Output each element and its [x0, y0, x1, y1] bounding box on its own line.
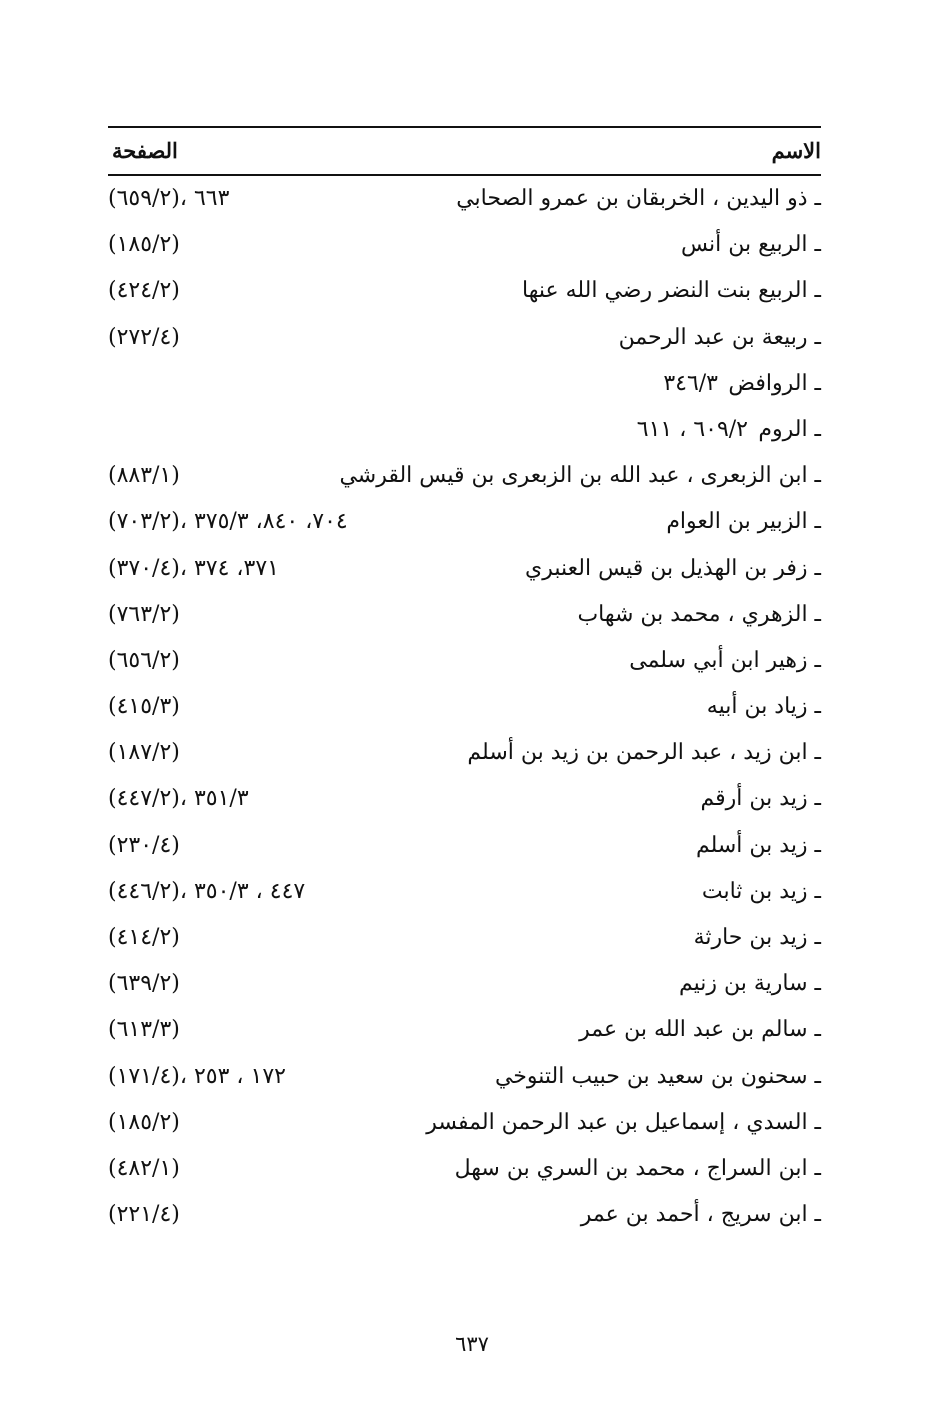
entry-name: ـ زهير ابن أبي سلمى — [629, 647, 821, 673]
entry-page-ref: (٤٨٢/١) — [108, 1155, 180, 1181]
index-entry — [108, 1007, 821, 1053]
entry-name: ـ زفر بن الهذيل بن قيس العنبري — [525, 555, 821, 581]
entry-name: ـ زياد بن أبيه — [706, 694, 821, 720]
index-entry — [108, 453, 821, 499]
entry-page-ref: (٨٨٣/١) — [108, 463, 180, 489]
page-column-header: الصفحة — [112, 138, 178, 163]
entry-page-ref: (٣٧٠/٤)، ٣٧١، ٣٧٤ — [108, 555, 279, 581]
entry-page-ref: (١٨٥/٢) — [108, 1109, 180, 1135]
index-page — [108, 126, 821, 1238]
entry-page-ref: (٢٣٠/٤) — [108, 832, 180, 858]
entry-name: ـ الزهري ، محمد بن شهاب — [577, 601, 821, 627]
entry-name: ـ سحنون بن سعيد بن حبيب التنوخي — [494, 1063, 821, 1089]
index-entry — [108, 361, 821, 407]
index-entry — [108, 1192, 821, 1238]
entry-page-ref: (٢٧٢/٤) — [108, 324, 180, 350]
entry-name: ـ ابن زيد ، عبد الرحمن بن زيد بن أسلم — [467, 740, 821, 766]
entry-name: ـ زيد بن حارثة — [693, 925, 821, 950]
index-entry — [108, 315, 821, 361]
index-entry — [108, 499, 821, 545]
entry-name: ـ زيد بن أرقم — [700, 786, 821, 812]
entry-page-ref: ٣٤٦/٣ — [663, 370, 718, 396]
index-entry — [108, 1146, 821, 1192]
index-entry — [108, 222, 821, 268]
entry-name: ـ السدي ، إسماعيل بن عبد الرحمن المفسر — [426, 1109, 821, 1135]
entry-page-ref: (٤١٥/٣) — [108, 694, 180, 720]
entry-name: ـ ربيعة بن عبد الرحمن — [618, 324, 821, 350]
index-entry — [108, 407, 821, 453]
entry-name: ـ الربيع بن أنس — [680, 232, 821, 258]
entry-name: ـ ابن سريج ، أحمد بن عمر — [580, 1202, 821, 1228]
index-entry — [108, 176, 821, 222]
entry-page-ref: (٦٥٦/٢) — [108, 647, 180, 673]
page-number: ٦٣٧ — [455, 1332, 489, 1356]
entry-page-ref: (١٧١/٤)، ١٧٢ ، ٢٥٣ — [108, 1063, 286, 1089]
entry-page-ref: (١٨٥/٢) — [108, 232, 180, 258]
entry-name: ـ ذو اليدين ، الخربقان بن عمرو الصحابي — [456, 186, 821, 211]
index-entry — [108, 1100, 821, 1146]
entry-page-ref: (٢٢١/٤) — [108, 1202, 180, 1228]
entry-page-ref: (٦٥٩/٢)، ٦٦٣ — [108, 186, 230, 211]
entry-name: ـ زيد بن أسلم — [695, 832, 821, 858]
entry-page-ref: (٤٤٧/٢)، ٣٥١/٣ — [108, 786, 249, 812]
entry-page-ref: (١٨٧/٢) — [108, 740, 180, 766]
name-column-header: الاسم — [771, 138, 821, 163]
entry-name: ـ الربيع بنت النضر رضي الله عنها — [521, 278, 821, 304]
entry-page-ref: (٦١٣/٣) — [108, 1017, 180, 1043]
index-entry — [108, 915, 821, 961]
entry-name: ـ ابن السراج ، محمد بن السري بن سهل — [454, 1155, 821, 1181]
index-entry — [108, 638, 821, 684]
entry-page-ref: (٤٢٤/٢) — [108, 278, 180, 304]
index-entry — [108, 592, 821, 638]
index-entries — [108, 176, 821, 1238]
table-header — [108, 128, 821, 174]
entry-page-ref: (٧٦٣/٢) — [108, 601, 180, 627]
index-entry — [108, 546, 821, 592]
entry-page-ref: (٤١٤/٢) — [108, 925, 180, 950]
index-entry — [108, 869, 821, 915]
entry-page-ref: (٤٤٦/٢)، ٤٤٧ ، ٣٥٠/٣ — [108, 878, 306, 904]
entry-name: ـ الروافض — [728, 370, 821, 396]
index-entry — [108, 268, 821, 314]
entry-page-ref: (٦٣٩/٢) — [108, 971, 180, 997]
entry-name: ـ سارية بن زنيم — [678, 971, 821, 997]
entry-page-ref: (٧٠٣/٢)، ٧٠٤، ٨٤٠، ٣٧٥/٣ — [108, 509, 348, 535]
index-entry — [108, 776, 821, 822]
entry-name: ـ ابن الزبعرى ، عبد الله بن الزبعرى بن قيس القرشي — [339, 463, 821, 489]
entry-name: ـ زيد بن ثابت — [701, 878, 821, 904]
entry-name: ـ الزبير بن العوام — [666, 509, 821, 535]
index-entry — [108, 961, 821, 1007]
entry-page-ref: ٦٠٩/٢ ، ٦١١ — [636, 416, 748, 442]
index-entry — [108, 1054, 821, 1100]
index-entry — [108, 730, 821, 776]
entry-name: ـ سالم بن عبد الله بن عمر — [579, 1017, 821, 1043]
entry-name: ـ الروم — [758, 416, 821, 442]
index-entry — [108, 823, 821, 869]
index-entry — [108, 684, 821, 730]
